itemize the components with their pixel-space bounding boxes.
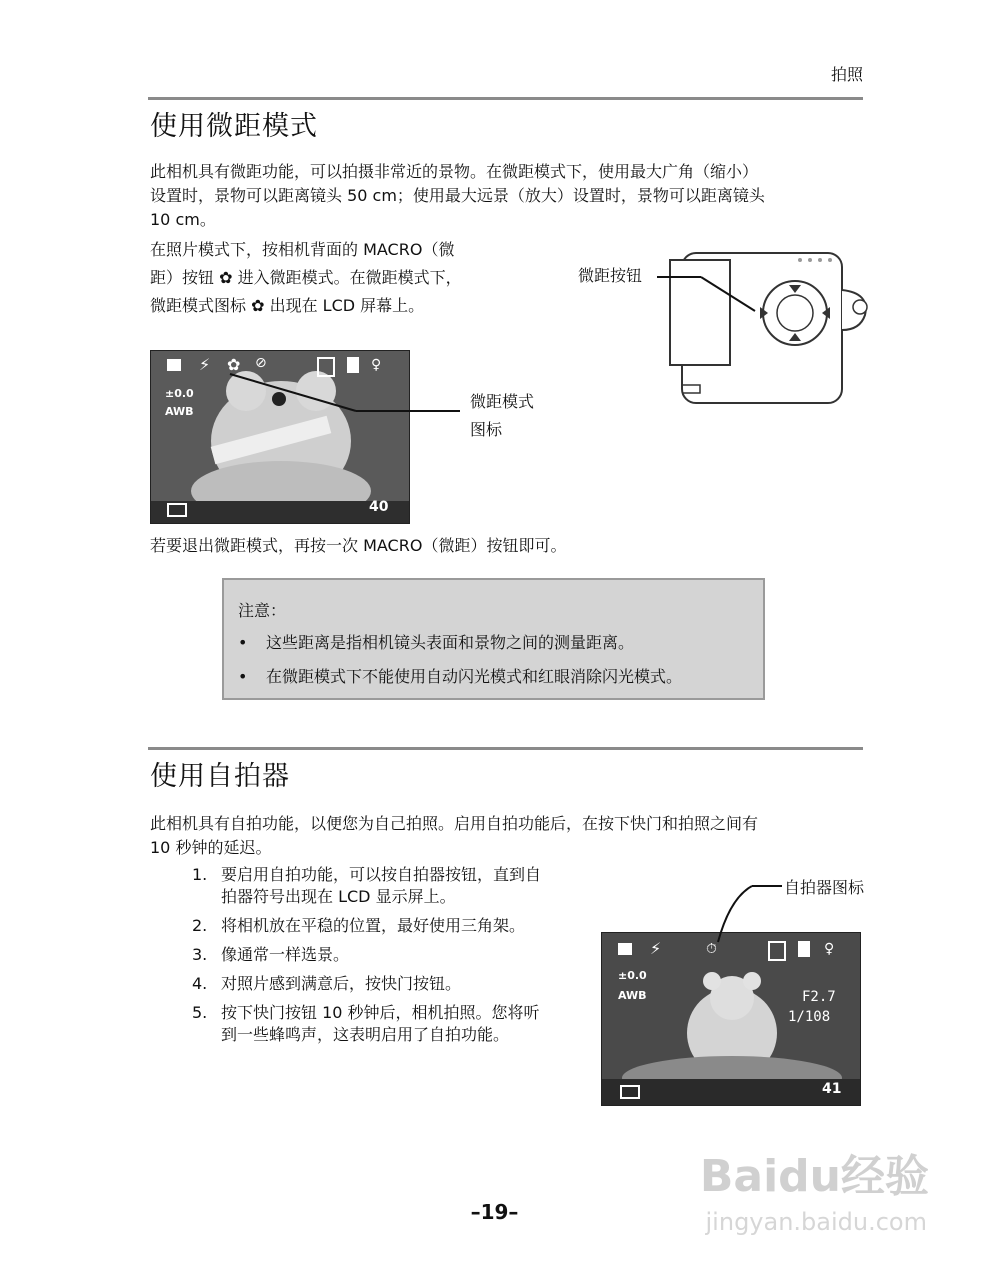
macro-steps-line: 距）按钮 ✿ 进入微距模式。在微距模式下，: [150, 268, 462, 287]
note-item-text: 这些距离是指相机镜头表面和景物之间的测量距离。: [266, 633, 635, 652]
macro-intro-line: 10 cm。: [150, 210, 216, 229]
timer-intro: [150, 812, 850, 860]
awb-label: AWB: [618, 989, 647, 1002]
shots-remaining: 40: [369, 499, 389, 515]
macro-title: 使用微距模式: [150, 111, 318, 142]
step-line: 拍器符号出现在 LCD 显示屏上。: [221, 887, 456, 906]
scene-icon: ♀: [824, 941, 835, 957]
macro-exit-text: 若要退出微距模式，再按一次 MACRO（微距）按钮即可。: [150, 536, 567, 555]
macro-steps-line: 在照片模式下，按相机背面的 MACRO（微: [150, 240, 455, 259]
awb-label: AWB: [165, 405, 194, 418]
macro-intro: [150, 160, 850, 232]
step-number: 4.: [192, 974, 208, 993]
step-number: 2.: [192, 916, 208, 935]
watermark-logo: Baidu经验: [699, 1151, 929, 1202]
note-item: [238, 630, 634, 653]
step-item: [192, 915, 592, 937]
timer-steps-list: [192, 864, 592, 1053]
quality-icon: [798, 941, 810, 957]
step-line: 将相机放在平稳的位置，最好使用三角架。: [221, 916, 526, 935]
bullet-icon: •: [238, 667, 248, 686]
step-item: [192, 944, 592, 966]
battery-icon: [620, 1085, 640, 1099]
step-number: 3.: [192, 945, 208, 964]
step-number: 1.: [192, 865, 208, 884]
macro-button-leader: [655, 265, 765, 315]
step-line: 像通常一样选景。: [221, 945, 350, 964]
camera-mode-icon: [167, 359, 181, 371]
macro-steps: [150, 236, 510, 320]
macro-button-callout: 微距按钮: [578, 266, 643, 285]
self-timer-icon: ⏱: [706, 941, 717, 957]
macro-icon: ✿: [227, 355, 241, 374]
battery-icon: [167, 503, 187, 517]
step-item: [192, 973, 592, 995]
scene-icon: ♀: [371, 357, 382, 373]
aperture-value: F2.7: [802, 989, 836, 1005]
macro-intro-line: 此相机具有微距功能，可以拍摄非常近的景物。在微距模式下，使用最大广角（缩小）: [150, 162, 759, 181]
macro-icon-callout-line: 图标: [470, 420, 503, 439]
page-number: –19–: [470, 1200, 519, 1224]
macro-intro-line: 设置时，景物可以距离镜头 50 cm；使用最大远景（放大）设置时，景物可以距离镜头: [150, 186, 765, 205]
shots-remaining: 41: [822, 1081, 842, 1097]
step-item: [192, 864, 592, 908]
macro-icon-leader: [228, 370, 468, 420]
ev-value: ±0.0: [618, 969, 647, 982]
step-number: 5.: [192, 1003, 208, 1022]
step-line: 按下快门按钮 10 秒钟后，相机拍照。您将听: [221, 1003, 540, 1022]
bullet-icon: •: [238, 633, 248, 652]
timer-icon-leader: [700, 878, 790, 948]
timer-title: 使用自拍器: [150, 761, 290, 792]
timer-intro-line: 此相机具有自拍功能，以便您为自己拍照。启用自拍功能后，在按下快门和拍照之间有: [150, 814, 759, 833]
flash-icon: ⚡: [650, 939, 662, 958]
macro-icon-callout-line: 微距模式: [470, 392, 535, 411]
step-line: 要启用自拍功能，可以按自拍器按钮，直到自: [221, 865, 542, 884]
camera-mode-icon: [618, 943, 632, 955]
section-divider: [148, 747, 863, 750]
note-box: [222, 578, 765, 700]
watermark-url: jingyan.baidu.com: [705, 1208, 927, 1236]
section-label: 拍照: [830, 65, 863, 84]
ev-value: ±0.0: [165, 387, 194, 400]
step-line: 到一些蜂鸣声，这表明启用了自拍功能。: [221, 1025, 510, 1044]
timer-icon-callout: 自拍器图标: [784, 878, 865, 897]
macro-steps-line: 微距模式图标 ✿ 出现在 LCD 屏幕上。: [150, 296, 425, 315]
step-line: 对照片感到满意后，按快门按钮。: [221, 974, 462, 993]
section-divider: [148, 97, 863, 100]
timer-intro-line: 10 秒钟的延迟。: [150, 838, 272, 857]
step-item: [192, 1002, 592, 1046]
note-item: [238, 664, 682, 687]
note-item-text: 在微距模式下不能使用自动闪光模式和红眼消除闪光模式。: [266, 667, 683, 686]
note-title: 注意：: [238, 601, 287, 620]
shutter-speed: 1/108: [788, 1009, 831, 1025]
timer-lcd-screen: [601, 932, 861, 1106]
timer-off-icon: ⊘: [255, 355, 267, 371]
flash-icon: ⚡: [199, 355, 211, 374]
macro-icon-callout: [470, 388, 534, 444]
